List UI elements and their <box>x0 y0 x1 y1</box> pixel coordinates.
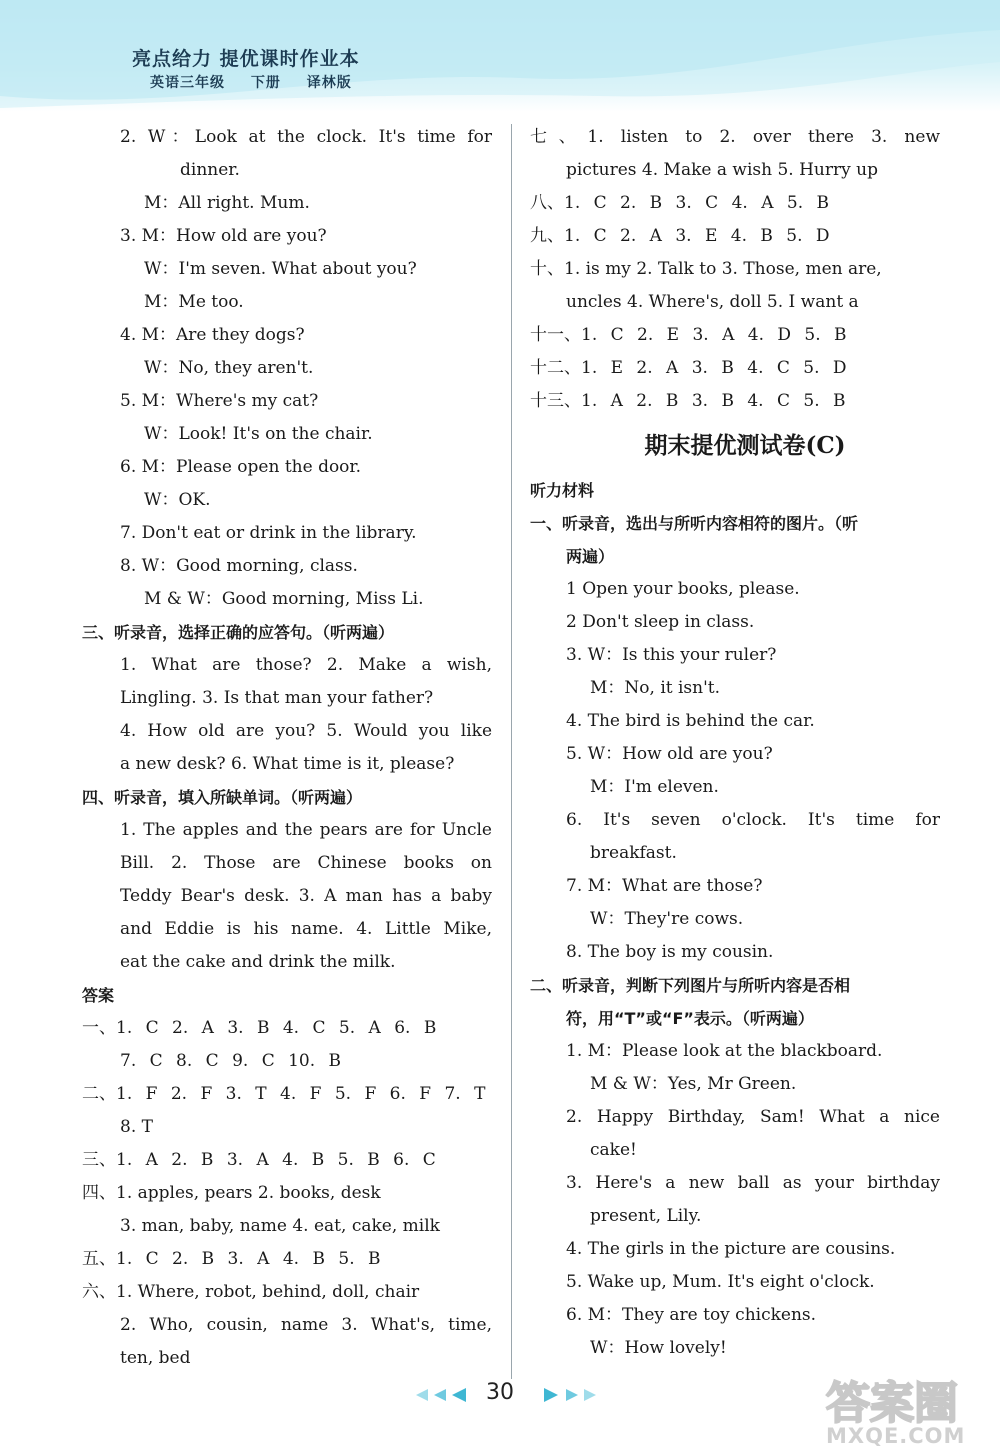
text-line: 十二、1. E 2. A 3. B 4. C 5. D <box>530 358 847 378</box>
page-number: 30 <box>486 1380 514 1405</box>
text-line: 5. M：Where's my cat? <box>120 391 319 411</box>
text-line: 3. Here's a new ball as your birthday <box>566 1173 940 1193</box>
text-line: M & W：Good morning, Miss Li. <box>144 589 424 609</box>
text-line: W：I'm seven. What about you? <box>144 259 417 279</box>
text-line: 6. M：They are toy chickens. <box>566 1305 817 1325</box>
text-line: 7. M：What are those? <box>566 876 763 896</box>
text-line: 6. It's seven o'clock. It's time for <box>566 810 940 830</box>
text-line: 4. The girls in the picture are cousins. <box>566 1239 896 1259</box>
section-heading: 一、听录音，选出与所听内容相符的图片。（听 <box>530 514 859 533</box>
text-line: 七、1. listen to 2. over there 3. new <box>530 127 940 147</box>
text-line: 6. M：Please open the door. <box>120 457 362 477</box>
text-line: 4. M：Are they dogs? <box>120 325 305 345</box>
right-column <box>530 121 940 1365</box>
text-line: W：No, they aren't. <box>144 358 314 378</box>
book-volume: 下册 <box>250 75 281 91</box>
text-line: pictures 4. Make a wish 5. Hurry up <box>566 160 878 180</box>
text-line: 5. Wake up, Mum. It's eight o'clock. <box>566 1272 875 1292</box>
text-line: 2. Who, cousin, name 3. What's, time, <box>120 1315 492 1335</box>
watermark-text: 答案圈 <box>826 1378 958 1429</box>
section-heading: 四、听录音，填入所缺单词。（听两遍） <box>82 788 363 807</box>
text-line: M：I'm eleven. <box>590 777 719 797</box>
text-line: 4. How old are you? 5. Would you like <box>120 721 492 741</box>
text-line: 1. The apples and the pears are for Uncle <box>120 820 492 840</box>
text-line: 1. What are those? 2. Make a wish, <box>120 655 492 675</box>
text-line: 2 Don't sleep in class. <box>566 612 755 632</box>
text-line: dinner. <box>180 160 240 180</box>
book-edition: 译林版 <box>306 75 352 91</box>
book-subject: 英语三年级 <box>150 75 225 91</box>
section-heading: 两遍） <box>566 547 615 566</box>
text-line: M：All right. Mum. <box>144 193 310 213</box>
text-line: cake! <box>590 1140 637 1160</box>
text-line: 1 Open your books, please. <box>566 579 800 599</box>
section-heading: 答案 <box>82 986 115 1005</box>
section-heading: 符，用“T”或“F”表示。（听两遍） <box>566 1009 814 1028</box>
text-line: 九、1. C 2. A 3. E 4. B 5. D <box>530 226 830 246</box>
text-line: eat the cake and drink the milk. <box>120 952 396 972</box>
text-line: 3. W：Is this your ruler? <box>566 645 777 665</box>
text-line: 十、1. is my 2. Talk to 3. Those, men are, <box>530 259 882 279</box>
watermark-site: MXQE.COM <box>826 1424 966 1448</box>
text-line: a new desk? 6. What time is it, please? <box>120 754 455 774</box>
text-line: and Eddie is his name. 4. Little Mike, <box>120 919 492 939</box>
text-line: 7. Don't eat or drink in the library. <box>120 523 417 543</box>
text-line: 八、1. C 2. B 3. C 4. A 5. B <box>530 193 830 213</box>
text-line: 8. The boy is my cousin. <box>566 942 774 962</box>
book-title: 亮点给力 提优课时作业本 <box>132 48 360 70</box>
text-line: 五、1. C 2. B 3. A 4. B 5. B <box>82 1249 381 1269</box>
text-line: 5. W：How old are you? <box>566 744 773 764</box>
text-line: 4. The bird is behind the car. <box>566 711 815 731</box>
exam-title: 期末提优测试卷(C) <box>644 432 846 459</box>
text-line: 1. M：Please look at the blackboard. <box>566 1041 883 1061</box>
text-line: 十三、1. A 2. B 3. B 4. C 5. B <box>530 391 846 411</box>
text-line: 十一、1. C 2. E 3. A 4. D 5. B <box>530 325 847 345</box>
text-line: present, Lily. <box>590 1206 702 1226</box>
next-arrows-icon <box>540 1386 600 1404</box>
left-column <box>82 121 492 1375</box>
text-line: W：They're cows. <box>590 909 744 929</box>
text-line: 四、1. apples, pears 2. books, desk <box>82 1183 381 1203</box>
text-line: 3. M：How old are you? <box>120 226 327 246</box>
text-line: M & W：Yes, Mr Green. <box>590 1074 797 1094</box>
text-line: M：Me too. <box>144 292 244 312</box>
text-line: 8. W：Good morning, class. <box>120 556 358 576</box>
column-divider <box>511 124 512 1379</box>
section-heading: 听力材料 <box>530 481 595 500</box>
text-line: breakfast. <box>590 843 677 863</box>
text-line: 2. W：Look at the clock. It's time for <box>120 127 492 147</box>
text-line: uncles 4. Where's, doll 5. I want a <box>566 292 859 312</box>
text-line: W：OK. <box>144 490 211 510</box>
text-line: 8. T <box>120 1117 153 1137</box>
text-line: 六、1. Where, robot, behind, doll, chair <box>82 1282 420 1302</box>
text-line: 3. man, baby, name 4. eat, cake, milk <box>120 1216 440 1236</box>
text-line: ten, bed <box>120 1348 191 1368</box>
header-banner <box>0 0 1000 112</box>
text-line: 一、1. C 2. A 3. B 4. C 5. A 6. B <box>82 1018 437 1038</box>
text-line: W：Look! It's on the chair. <box>144 424 373 444</box>
section-heading: 三、听录音，选择正确的应答句。（听两遍） <box>82 623 395 642</box>
book-subtitle <box>150 72 372 92</box>
text-line: Teddy Bear's desk. 3. A man has a baby <box>120 886 492 906</box>
text-line: W：How lovely! <box>590 1338 727 1358</box>
text-line: Lingling. 3. Is that man your father? <box>120 688 434 708</box>
section-heading: 二、听录音，判断下列图片与所听内容是否相 <box>530 976 851 995</box>
text-line: Bill. 2. Those are Chinese books on <box>120 853 492 873</box>
text-line: 7. C 8. C 9. C 10. B <box>120 1051 342 1071</box>
text-line: 三、1. A 2. B 3. A 4. B 5. B 6. C <box>82 1150 436 1170</box>
text-line: 2. Happy Birthday, Sam! What a nice <box>566 1107 940 1127</box>
text-line: 二、1. F 2. F 3. T 4. F 5. F 6. F 7. T <box>82 1084 486 1104</box>
text-line: M：No, it isn't. <box>590 678 721 698</box>
